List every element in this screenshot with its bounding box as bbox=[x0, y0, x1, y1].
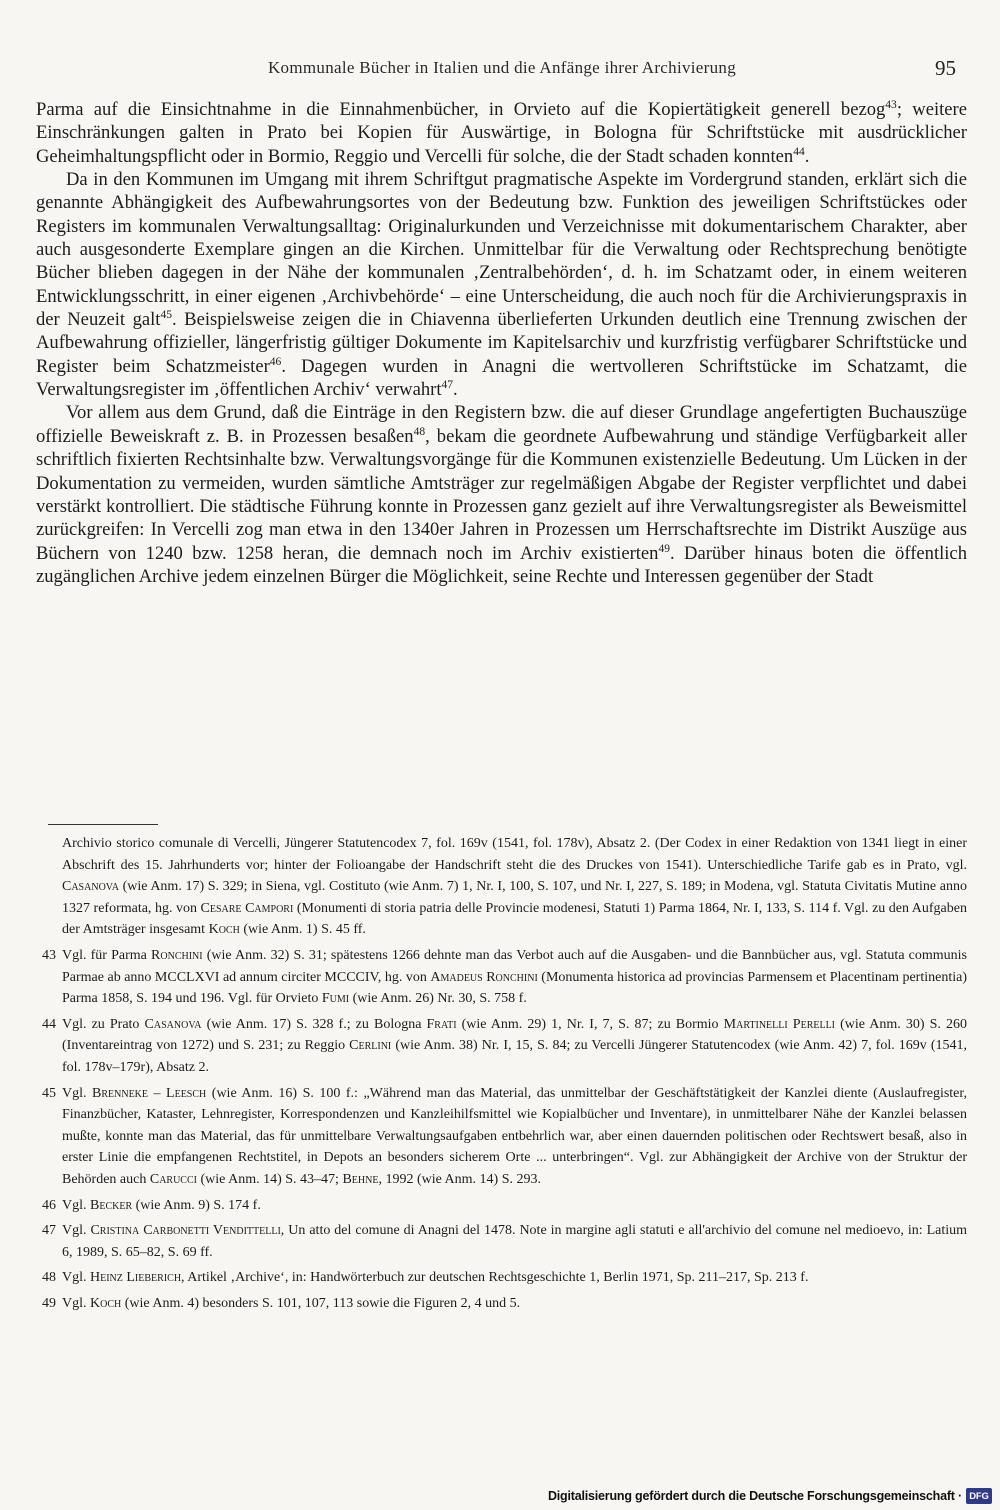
page-number: 95 bbox=[935, 56, 956, 80]
author-name: Koch bbox=[90, 1295, 122, 1311]
footnote-number: 45 bbox=[42, 1085, 56, 1101]
text-run: , 1992 (wie Anm. 14) S. 293. bbox=[378, 1171, 541, 1187]
text-run: Vgl. bbox=[62, 1295, 90, 1311]
author-name: Fumi bbox=[321, 991, 350, 1007]
author-name: Amadeus Ronchini bbox=[430, 969, 538, 985]
author-name: Brenneke – Leesch bbox=[92, 1085, 207, 1101]
footnote-43 bbox=[36, 945, 967, 1010]
footnote-47 bbox=[36, 1220, 967, 1263]
text-run: (Monumenti di storia patria delle Provincie modenesi, Statuti 1) Parma 1864, Nr. I, 133, S. 114 f. Vgl. zu den Aufgaben der Amtsträger insgesamt bbox=[62, 900, 967, 938]
author-name: Heinz Lieberich bbox=[90, 1270, 182, 1286]
credit-text: Digitalisierung gefördert durch die Deutsche Forschungsgemeinschaft · bbox=[547, 1489, 962, 1503]
paragraph-1 bbox=[36, 98, 967, 168]
text-run: . Dagegen wurden in Anagni die wertvolleren Schriftstücke im Schatzamt, die Verwaltungsregister im ‚öffentlichen Archiv‘ verwahrt bbox=[36, 355, 967, 401]
footnote-46 bbox=[36, 1195, 967, 1217]
text-run: , Un atto del comune di Anagni del 1478. Note in margine agli statuti e all'archivio del comune nel medioevo, in: Latium 6, 1989, S. 65–82, S. 69 ff. bbox=[62, 1223, 968, 1260]
text-run: Vgl. bbox=[62, 1223, 91, 1239]
footnote-45 bbox=[36, 1083, 967, 1191]
text-run: (wie Anm. 30) S. 260 (Inventareintrag von 1272) und S. 231; zu Reggio bbox=[62, 1016, 967, 1054]
text-run: Vgl. bbox=[62, 1197, 90, 1213]
author-name: Behne bbox=[342, 1171, 379, 1187]
text-run: (wie Anm. 29) 1, Nr. I, 7, S. 87; zu Bormio bbox=[456, 1016, 724, 1032]
author-name: Cesare Campori bbox=[200, 900, 294, 916]
text-run: . Darüber hinaus boten die öffentlich zugänglichen Archive jedem einzelnen Bürger die Möglichkeit, seine Rechte und Interessen gegenüber der Stadt bbox=[36, 542, 967, 587]
text-run: (wie Anm. 1) S. 45 ff. bbox=[239, 922, 366, 938]
footnote-number: 49 bbox=[42, 1295, 56, 1311]
footnote-ref: 49 bbox=[658, 542, 670, 555]
book-page bbox=[36, 0, 968, 1510]
author-name: Carucci bbox=[149, 1171, 197, 1187]
author-name: Cristina Carbonetti Vendittelli bbox=[90, 1223, 281, 1239]
text-run: Vgl. bbox=[62, 1270, 90, 1286]
author-name: Cerlini bbox=[349, 1038, 392, 1054]
footnote-number: 47 bbox=[42, 1223, 56, 1239]
text-run: Archivio storico comunale di Vercelli, Jüngerer Statutencodex 7, fol. 169v (1541, fol. 178v), Absatz 2. (Der Codex in einer Redaktion von 1341 liegt in einer Abschrift des 15. Jahrhunderts vor; hinter der Folioangabe der Handschrift steht die des Druckes von 1541). Unterschiedliche Tarife gab es in Prato, vgl. bbox=[62, 836, 967, 873]
footnote-44 bbox=[36, 1014, 967, 1079]
text-run: (wie Anm. 26) Nr. 30, S. 758 f. bbox=[349, 991, 527, 1007]
paragraph-3 bbox=[36, 401, 967, 588]
text-run: (wie Anm. 4) besonders S. 101, 107, 113 sowie die Figuren 2, 4 und 5. bbox=[121, 1295, 521, 1311]
main-text bbox=[36, 98, 967, 588]
text-run: (wie Anm. 16) S. 100 f.: „Während man das Material, das unmittelbar der Geschäftstätigkeit der Kanzlei diente (Auslaufregister, Finanzbücher, Kataster, Lehnregister, Korrespondenzen und Kanzleihilfsmittel wie Kopialbücher und Inventare), in unmittelbarer Nähe der Kanzlei belassen mußte, konnte man das Material, das für unmittelbare Verwaltungsaufgaben entbehrlich war, aber einen dauernden politischen oder Rechtswert besaß, also in erster Linie die empfangenen Rechtstitel, in Depots an besonders sicherem Orte ... unterbringen“. Vgl. zur Abhängigkeit der Archive von der Struktur der Behörden auch bbox=[62, 1085, 967, 1187]
footnote-ref: 47 bbox=[441, 378, 453, 391]
author-name: Ronchini bbox=[151, 947, 203, 963]
running-head bbox=[36, 58, 968, 84]
text-run: , bekam die geordnete Aufbewahrung und ständige Verfügbarkeit aller schriftlich fixierten Rechtsinhalte bzw. Verwaltungsvorgänge für die Kommunen existenzielle Bedeutung. Um Lücken in der Dokumentation zu vermeiden, wurden sämtliche Amtsträger zur regelmäßigen Abgabe der Register verpflichtet und dabei verstärkt kontrolliert. Die städtische Führung konnte in Prozessen ganz gezielt auf ihre Verwaltungsregister als Beweismittel zurückgreifen: In Vercelli zog man etwa in den 1340er Jahren in Prozessen um Herrschaftsrechte im Distrikt Auszüge aus Büchern von 1240 bzw. 1258 heran, die demnach noch im Archiv existierten bbox=[36, 425, 968, 564]
footnote-number: 43 bbox=[42, 947, 56, 963]
text-run: ; weitere Einschränkungen galten in Prato bei Kopien für Auswärtige, in Bologna für Schriftstücke mit ausdrücklicher Geheimhaltungspflicht oder in Bormio, Reggio und Vercelli für solche, die der Stadt schaden konnten bbox=[36, 99, 967, 167]
footnote-number: 44 bbox=[42, 1016, 56, 1032]
text-run: (wie Anm. 38) Nr. I, 15, S. 84; zu Vercelli Jüngerer Statutencodex (wie Anm. 42) 7, fol. 169v (1541, fol. 178v–179r), Absatz 2. bbox=[62, 1038, 967, 1075]
author-name: Koch bbox=[208, 922, 240, 938]
author-name: Martinelli Perelli bbox=[723, 1016, 836, 1032]
text-run: , Artikel ‚Archive‘, in: Handwörterbuch zur deutschen Rechtsgeschichte 1, Berlin 1971, Sp. 211–217, Sp. 213 f. bbox=[181, 1270, 809, 1286]
footnote-ref: 44 bbox=[793, 145, 805, 158]
footnote-continued bbox=[36, 833, 967, 941]
text-run: . Beispielsweise zeigen die in Chiavenna überlieferten Urkunden deutlich eine Trennung zwischen der Aufbewahrung offizieller, längerfristig gültiger Dokumente im Kapitelsarchiv und kurzfristig verfügbarer Schriftstücke und Register beim Schatzmeister bbox=[36, 309, 967, 377]
text-run: Vgl. zu Prato bbox=[62, 1016, 145, 1032]
text-run: (wie Anm. 17) S. 329; in Siena, vgl. Costituto (wie Anm. 7) 1, Nr. I, 100, S. 107, und Nr. I, 227, S. 189; in Modena, vgl. Statuta Civitatis Mutine anno 1327 reformata, hg. von bbox=[62, 879, 967, 916]
footnote-ref: 43 bbox=[885, 98, 897, 111]
footnote-number: 46 bbox=[42, 1197, 56, 1213]
text-run: (wie Anm. 9) S. 174 f. bbox=[132, 1197, 261, 1213]
footnote-49 bbox=[36, 1293, 967, 1315]
text-run: Da in den Kommunen im Umgang mit ihrem Schriftgut pragmatische Aspekte im Vordergrund standen, erklärt sich die genannte Abhängigkeit des Aufbewahrungsortes von der Bedeutung bzw. Funktion des jeweiligen Schriftstückes oder Registers im kommunalen Verwaltungsalltag: Originalurkunden und Verzeichnisse mit dokumentarischem Charakter, aber auch ausgesonderte Exemplare gingen an die Kirchen. Unmittelbar für die Verwaltung oder Rechtsprechung benötigte Bücher blieben dagegen in der Nähe der kommunalen ‚Zentralbehörden‘, d. h. im Schatzamt oder, in einem weiteren Entwicklungsschritt, in einer eigenen ‚Archivbehörde‘ – eine Unterscheidung, die auch noch für die Archivierungspraxis in der Neuzeit galt bbox=[36, 169, 967, 331]
text-run: Vgl. für Parma bbox=[62, 947, 152, 963]
footnote-ref: 48 bbox=[413, 425, 426, 438]
footnote-ref: 45 bbox=[160, 308, 172, 321]
footnote-divider bbox=[48, 824, 158, 825]
footnotes bbox=[36, 833, 967, 1318]
author-name: Casanova bbox=[62, 879, 119, 895]
text-run: Vgl. bbox=[62, 1085, 93, 1101]
footnote-ref: 46 bbox=[269, 355, 282, 368]
text-run: (wie Anm. 17) S. 328 f.; zu Bologna bbox=[201, 1016, 427, 1032]
footnote-number: 48 bbox=[42, 1270, 56, 1286]
text-run: (wie Anm. 32) S. 31; spätestens 1266 dehnte man das Verbot auch auf die Ausgaben- und die Bannbücher aus, vgl. Statuta communis Parmae ab anno MCCLXVI ad annum circiter MCCCIV, hg. von bbox=[62, 947, 968, 985]
author-name: Becker bbox=[90, 1197, 133, 1213]
text-run: . bbox=[804, 145, 810, 167]
text-run: (Monumenta historica ad provincias Parmensem et Placentinam pertinentia) Parma 1858, S. 194 und 196. Vgl. für Orvieto bbox=[62, 969, 967, 1007]
digitization-credit bbox=[548, 1486, 992, 1506]
text-run: . bbox=[453, 379, 458, 401]
footnote-48 bbox=[36, 1267, 967, 1289]
text-run: (wie Anm. 14) S. 43–47; bbox=[196, 1171, 343, 1187]
running-title: Kommunale Bücher in Italien und die Anfänge ihrer Archivierung bbox=[267, 58, 737, 77]
author-name: Casanova bbox=[144, 1016, 202, 1032]
author-name: Frati bbox=[426, 1016, 457, 1032]
paragraph-2 bbox=[36, 168, 967, 401]
dfg-logo-icon: DFG bbox=[966, 1488, 992, 1504]
text-run: Vor allem aus dem Grund, daß die Einträge in den Registern bzw. die auf dieser Grundlage angefertigten Buchauszüge offizielle Beweiskraft z. B. in Prozessen besaßen bbox=[36, 402, 967, 447]
text-run: Parma auf die Einsichtnahme in die Einnahmenbücher, in Orvieto auf die Kopiertätigkeit generell bezog bbox=[36, 99, 886, 120]
